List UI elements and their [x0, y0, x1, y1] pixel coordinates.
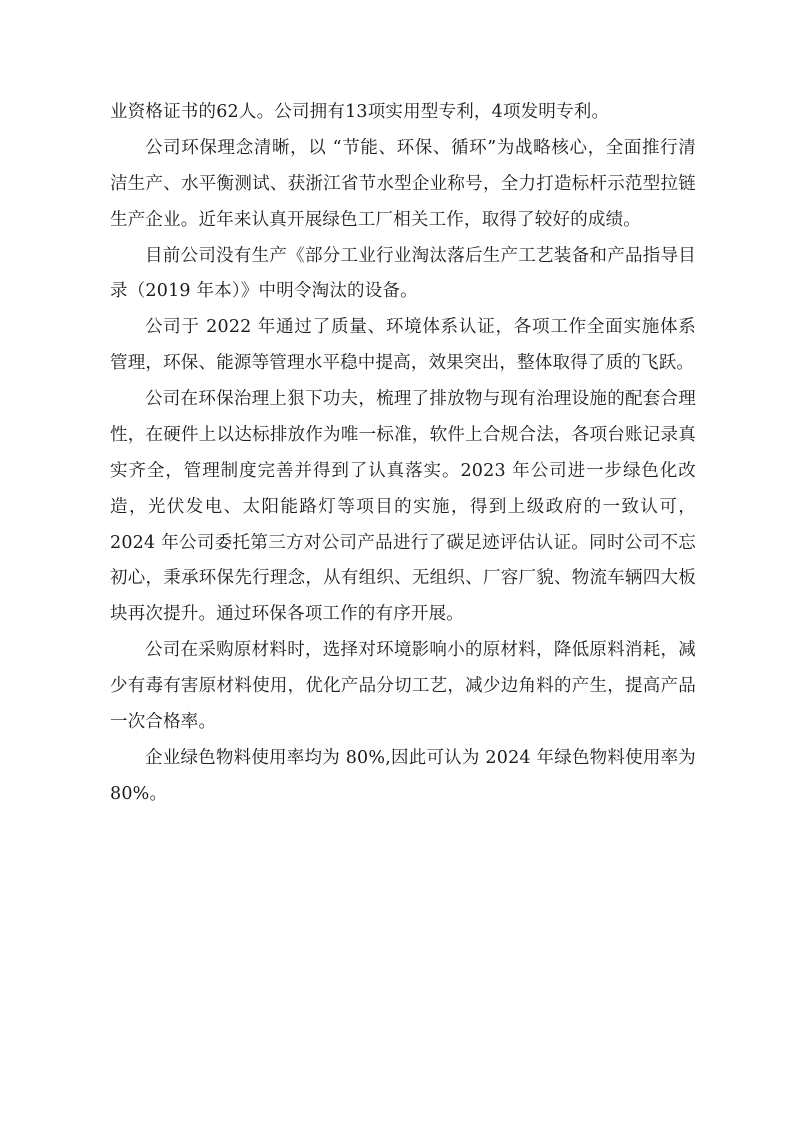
paragraph: 企业绿色物料使用率均为 80%,因此可认为 2024 年绿色物料使用率为 80%。 — [110, 747, 696, 804]
paragraph: 公司在环保治理上狠下功夫，梳理了排放物与现有治理设施的配套合理性，在硬件上以达标排放作为唯一标准，软件上合规合法，各项台账记录真实齐全，管理制度完善并得到了认真落实。2023 年公司进一步绿色化改造，光伏发电、太阳能路灯等项目的实施，得到上级政府的一致认可，2024 年公司委托第三方对公司产品进行了碳足迹评估认证。同时公司不忘初心，秉承环保先行理念，从有组织、无组织、厂容厂貌、物流车辆四大板块再次提升。通过环保各项工作的有序开展。 — [110, 389, 696, 625]
paragraph: 目前公司没有生产《部分工业行业淘汰落后生产工艺装备和产品指导目录（2019 年本）》中明令淘汰的设备。 — [110, 245, 696, 302]
paragraph: 公司在采购原材料时，选择对环境影响小的原材料，降低原料消耗，减少有毒有害原材料使用，优化产品分切工艺，减少边角料的产生，提高产品一次合格率。 — [110, 640, 696, 732]
paragraph: 公司于 2022 年通过了质量、环境体系认证，各项工作全面实施体系管理，环保、能源等管理水平稳中提高，效果突出，整体取得了质的飞跃。 — [110, 317, 696, 374]
document-body — [110, 95, 696, 813]
paragraph: 公司环保理念清晰，以 “节能、环保、循环”为战略核心，全面推行清洁生产、水平衡测试、获浙江省节水型企业称号，全力打造标杆示范型拉链生产企业。近年来认真开展绿色工厂相关工作，取得了较好的成绩。 — [110, 137, 696, 230]
paragraph: 业资格证书的62人。公司拥有13项实用型专利，4项发明专利。 — [110, 102, 610, 122]
